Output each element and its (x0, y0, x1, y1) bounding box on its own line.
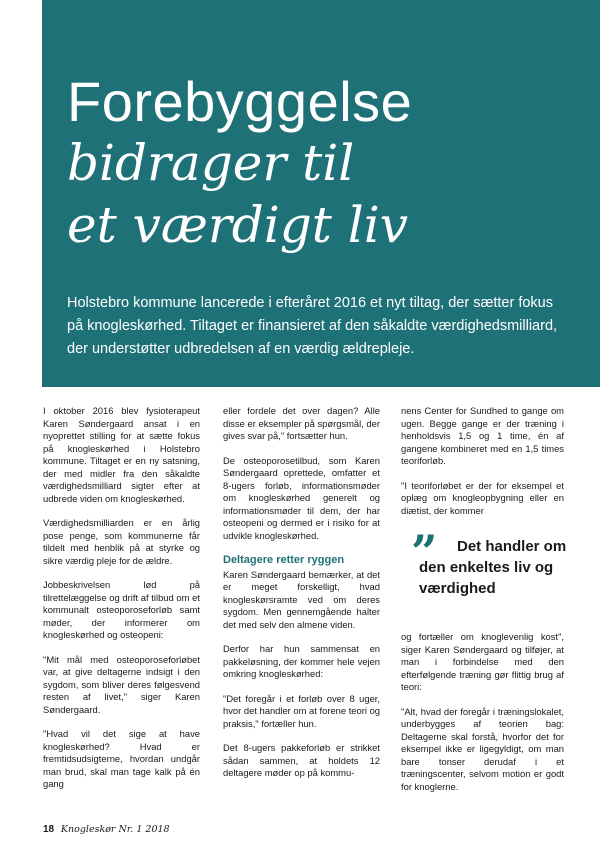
pull-quote-text: Det handler om den enkeltes liv og værdighed (419, 538, 567, 597)
paragraph: og fortæller om knoglevenlig kost", siger Karen Søndergaard og tilføjer, at man i forbindelse med den efterfølgende træning gør flittig brug af teori: (401, 631, 564, 692)
paragraph: Værdighedsmilliarden er en årlig pose penge, som kommunerne får tildelt med henblik på at styrke og sikre værdig pleje for de ældre. (43, 517, 200, 566)
article-title-line-1: Forebyggelse (67, 70, 413, 133)
paragraph: Karen Søndergaard bemærker, at det er meget forskelligt, hvad knogleskørsramte ved om deres sygdom. Men gennemgående halter det med selv den almene viden. (223, 568, 380, 630)
magazine-issue: Knogleskør Nr. 1 2018 (60, 824, 170, 835)
paragraph: "Mit mål med osteoporoseforløbet var, at give deltagerne indsigt i den sygdom, som bliver deres følgesvend resten af livet," siger Karen Søndergaard. (43, 653, 200, 715)
article-title-line-2: bidrager til (67, 134, 355, 192)
paragraph: "Det foregår i et forløb over 8 uger, hvor det handler om at forene teori og praksis," fortæller hun. (223, 692, 380, 729)
page-footer (43, 824, 170, 835)
paragraph: I oktober 2016 blev fysioterapeut Karen Søndergaard ansat i en nyoprettet stilling for at sætte fokus på knogleskørhed i Holstebro kommune. Tiltaget er en ny satsning, der med midler fra den såkaldte værdighedsmilliard sigter efter at udbrede viden om knogleskørhed. (43, 405, 200, 504)
paragraph: "I teoriforløbet er der for eksempel et oplæg om knogleopbygning eller en diætist, der kommer (401, 479, 564, 516)
body-column-1 (43, 405, 200, 803)
pull-quote (401, 525, 567, 617)
paragraph: De osteoporosetilbud, som Karen Søndergaard oprettede, omfatter et 8-ugers forløb, informationsmøder om knogleskørhed generelt og informationsmøder til dem, der har osteopeni og dermed er i risiko for at udvikle knogleskørhed. (223, 454, 380, 541)
body-column-2 (223, 405, 380, 792)
quote-mark-icon: ” (411, 525, 438, 579)
body-column-3 (401, 405, 567, 805)
article-title-line-3: et værdigt liv (67, 196, 408, 254)
page-number: 18 (43, 824, 55, 835)
paragraph: Det 8-ugers pakkeforløb er strikket sådan sammen, at holdets 12 deltagere møder op på kommu- (223, 742, 380, 778)
paragraph: Derfor har hun sammensat en pakkeløsning, der kommer hele vejen omkring knogleskørhed: (223, 643, 380, 679)
paragraph: "Alt, hvad der foregår i træningslokalet, underbygges af teorien bag: Deltagerne skal forstå, hvorfor det for eksempel ikke er ligegyldigt, om man bare tonser derudaf i et træningscenter, selvom motion er godt for knoglerne. (401, 705, 564, 792)
article-lead: Holstebro kommune lancerede i efteråret 2016 et nyt tiltag, der sætter fokus på knogleskørhed. Tiltaget er finansieret af den såkaldte værdighedsmilliard, der understøtter udbredelsen af en værdig ældrepleje. (67, 295, 558, 357)
paragraph: "Hvad vil det sige at have knogleskørhed? Hvad er fremtidsudsigterne, hvordan undgår man brud, skal man tage kalk på én gang (43, 728, 200, 789)
paragraph: Jobbeskrivelsen lød på tilrettelæggelse og drift af tilbud om et kommunalt osteoporoseforløb samt møder, der informerer om knogleskørhed og osteopeni: (43, 579, 200, 640)
paragraph: eller fordele det over dagen? Alle disse er eksempler på spørgsmål, der gives svar på," fortsætter hun. (223, 405, 380, 441)
section-subheading: Deltagere retter ryggen (223, 554, 345, 566)
paragraph: nens Center for Sundhed to gange om ugen. Begge gange er der træning i henholdsvis 1,5 og 1 time, én af gangene kombineret med en 1,5 times teoriforløb. (401, 405, 564, 466)
